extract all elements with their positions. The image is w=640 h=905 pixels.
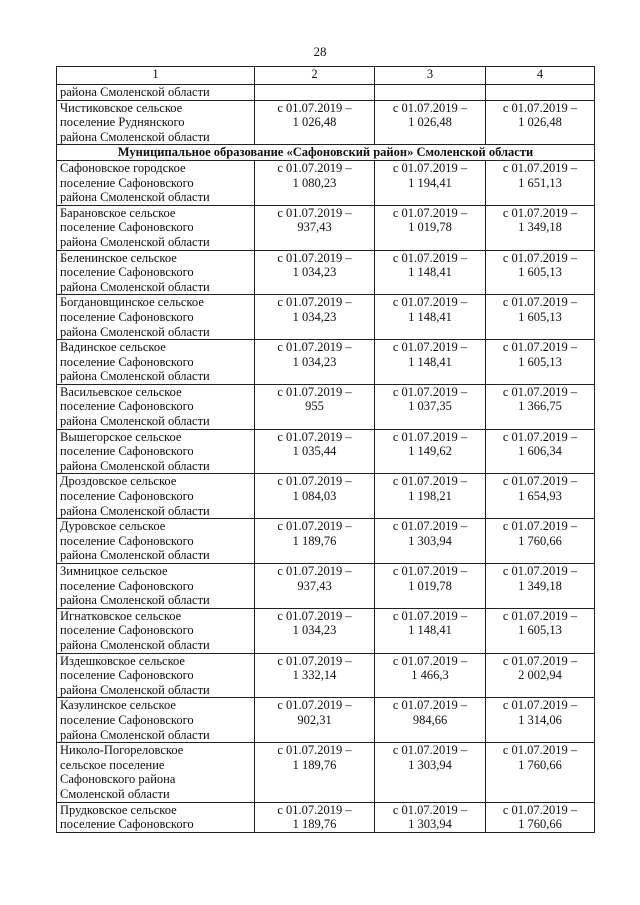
settlement-name-line: поселение Сафоновского [60, 309, 194, 324]
tariff-value-line: 1 189,76 [292, 533, 337, 548]
table-row [57, 653, 595, 698]
settlement-name-line: района Смоленской области [60, 369, 210, 384]
tariff-period-3-cell [486, 250, 595, 295]
tariff-period-1-cell [255, 160, 375, 205]
tariff-value-line: 1 148,41 [408, 354, 452, 369]
tariff-period-1-cell [255, 802, 375, 832]
settlement-name-line: поселение Сафоновского [60, 712, 194, 727]
column-header-2: 2 [255, 67, 375, 85]
settlement-name-line: Смоленской области [60, 786, 170, 801]
tariff-value-line: с 01.07.2019 – [277, 205, 352, 220]
settlement-name-line: Чистиковское сельское [60, 100, 183, 115]
settlement-name-cell [57, 340, 255, 385]
settlement-name-line: Издешковское сельское [60, 653, 185, 668]
tariff-value-line: 1 034,23 [292, 354, 337, 369]
tariff-value-line: с 01.07.2019 – [392, 384, 468, 399]
settlement-name-line: района Смоленской области [60, 548, 210, 563]
tariff-value-line: с 01.07.2019 – [277, 802, 352, 817]
settlement-name-line: района Смоленской области [60, 129, 210, 144]
settlement-name-cell [57, 100, 255, 145]
tariff-period-1-cell [255, 519, 375, 564]
tariff-value-line: с 01.07.2019 – [277, 100, 352, 115]
settlement-name-line: района Смоленской области [60, 593, 210, 608]
settlement-name-line: района Смоленской области [60, 324, 210, 339]
tariff-period-2-cell [375, 160, 486, 205]
settlement-name-line: сельское поселение [60, 757, 165, 772]
tariff-period-1-cell [255, 85, 375, 101]
tariff-period-3-cell [486, 295, 595, 340]
settlement-name-cell [57, 743, 255, 802]
tariff-value-line: 1 080,23 [292, 175, 337, 190]
settlement-name-line: района Смоленской области [60, 503, 210, 518]
table-row [57, 100, 595, 145]
settlement-name-line: поселение Сафоновского [60, 489, 194, 504]
tariff-value-line: с 01.07.2019 – [502, 608, 578, 623]
tariff-value-line: с 01.07.2019 – [392, 295, 468, 310]
tariff-period-3-cell [486, 698, 595, 743]
settlement-name-line: Беленинское сельское [60, 250, 177, 265]
settlement-name-line: поселение Сафоновского [60, 354, 194, 369]
tariff-value-line: с 01.07.2019 – [277, 384, 352, 399]
tariff-period-3-cell [486, 85, 595, 101]
tariff-value-line: 1 760,66 [518, 533, 562, 548]
tariff-value-line: 1 303,94 [408, 533, 452, 548]
tariff-period-3-cell [486, 608, 595, 653]
table-body [57, 85, 595, 833]
tariff-value-line: 1 605,13 [518, 265, 562, 280]
settlement-name-cell [57, 564, 255, 609]
tariff-value-line: 2 002,94 [518, 668, 562, 683]
tariff-value-line: с 01.07.2019 – [277, 519, 352, 534]
settlement-name-line: поселение Сафоновского [60, 668, 194, 683]
tariff-value-line: 1 605,13 [518, 309, 562, 324]
tariff-value-line: 984,66 [412, 712, 448, 727]
tariff-period-2-cell [375, 250, 486, 295]
tariff-value-line: 1 303,94 [408, 757, 452, 772]
tariff-value-line: 1 035,44 [292, 444, 337, 459]
tariff-period-3-cell [486, 802, 595, 832]
settlement-name-cell [57, 384, 255, 429]
column-header-1: 1 [57, 67, 255, 85]
tariff-value-line: 1 026,48 [518, 115, 562, 130]
settlement-name-line: района Смоленской области [60, 414, 210, 429]
tariff-value-line: с 01.07.2019 – [277, 340, 352, 355]
tariff-period-1-cell [255, 608, 375, 653]
tariff-value-line: с 01.07.2019 – [502, 474, 578, 489]
tariff-value-line: с 01.07.2019 – [392, 429, 468, 444]
settlement-name-line: Васильевское сельское [60, 384, 182, 399]
tariff-period-1-cell [255, 100, 375, 145]
tariff-value-line: с 01.07.2019 – [502, 653, 578, 668]
tariff-value-line: 1 366,75 [518, 399, 562, 414]
settlement-name-line: Сафоновское городское [60, 160, 186, 175]
settlement-name-line: поселение Сафоновского [60, 444, 194, 459]
tariff-value-line: с 01.07.2019 – [277, 429, 352, 444]
settlement-name-line: района Смоленской области [60, 682, 210, 697]
section-header-row [57, 145, 595, 161]
tariff-value-line: с 01.07.2019 – [392, 250, 468, 265]
settlement-name-cell [57, 205, 255, 250]
tariff-period-2-cell [375, 340, 486, 385]
tariff-period-3-cell [486, 429, 595, 474]
tariff-value-line: с 01.07.2019 – [392, 160, 468, 175]
tariff-value-line: 1 606,34 [518, 444, 562, 459]
tariff-value-line: с 01.07.2019 – [392, 100, 468, 115]
tariff-value-line: 1 148,41 [408, 265, 452, 280]
settlement-name-line: Игнатковское сельское [60, 608, 182, 623]
settlement-name-line: Вышегорское сельское [60, 429, 182, 444]
tariff-period-2-cell [375, 802, 486, 832]
tariff-value-line: 1 189,76 [292, 817, 337, 832]
tariff-value-line: 1 037,35 [408, 399, 452, 414]
tariff-period-1-cell [255, 743, 375, 802]
tariff-value-line: с 01.07.2019 – [392, 653, 468, 668]
table-row [57, 802, 595, 832]
settlement-name-line: района Смоленской области [60, 458, 210, 473]
tariff-value-line: 1 026,48 [408, 115, 452, 130]
settlement-name-line: района Смоленской области [60, 279, 210, 294]
settlement-name-cell [57, 295, 255, 340]
tariff-value-line: с 01.07.2019 – [392, 205, 468, 220]
tariff-period-2-cell [375, 653, 486, 698]
table-row [57, 384, 595, 429]
tariff-value-line: 1 198,21 [408, 489, 452, 504]
column-header-4: 4 [486, 67, 595, 85]
tariff-value-line: 1 034,23 [292, 309, 337, 324]
table-row [57, 608, 595, 653]
tariff-value-line: с 01.07.2019 – [277, 564, 352, 578]
section-title: Муниципальное образование «Сафоновский район» Смоленской области [57, 145, 595, 161]
tariff-value-line: с 01.07.2019 – [392, 743, 468, 758]
tariff-value-line: с 01.07.2019 – [502, 100, 578, 115]
column-number-row [57, 67, 595, 85]
settlement-name-cell [57, 474, 255, 519]
tariff-value-line: 1 148,41 [408, 623, 452, 638]
page-number: 28 [313, 44, 327, 59]
tariff-value-line: 1 303,94 [408, 817, 452, 832]
tariff-value-line: 1 194,41 [408, 175, 452, 190]
tariff-value-line: 1 189,76 [292, 757, 337, 772]
tariff-value-line: 1 349,18 [518, 220, 562, 235]
settlement-name-line: поселение Сафоновского [60, 623, 194, 638]
tariff-value-line: с 01.07.2019 – [392, 519, 468, 534]
tariff-period-1-cell [255, 653, 375, 698]
tariff-period-2-cell [375, 519, 486, 564]
tariff-value-line: с 01.07.2019 – [392, 564, 468, 578]
tariff-period-1-cell [255, 295, 375, 340]
tariff-value-line: с 01.07.2019 – [502, 160, 578, 175]
settlement-name-line: поселение Сафоновского [60, 220, 194, 235]
settlement-name-line: Николо-Погореловское [60, 743, 184, 758]
settlement-name-line: Прудковское сельское [60, 802, 177, 817]
tariff-value-line: с 01.07.2019 – [502, 250, 578, 265]
tariff-value-line: 1 034,23 [292, 623, 337, 638]
tariff-value-line: 1 026,48 [292, 115, 337, 130]
tariff-value-line: 1 760,66 [518, 817, 562, 832]
tariff-value-line: 1 034,23 [292, 265, 337, 280]
tariff-period-2-cell [375, 474, 486, 519]
table-row [57, 743, 595, 802]
tariff-period-2-cell [375, 295, 486, 340]
tariff-period-3-cell [486, 100, 595, 145]
tariff-value-line: 902,31 [297, 712, 332, 727]
tariff-period-3-cell [486, 519, 595, 564]
tariff-period-1-cell [255, 474, 375, 519]
settlement-name-line: района Смоленской области [60, 234, 210, 249]
table-row [57, 340, 595, 385]
tariff-period-2-cell [375, 743, 486, 802]
tariff-value-line: 1 605,13 [518, 354, 562, 369]
tariff-period-1-cell [255, 205, 375, 250]
tariff-value-line: 937,43 [297, 578, 332, 593]
settlement-name-line: Дуровское сельское [60, 519, 166, 534]
settlement-name-line: Казулинское сельское [60, 698, 176, 713]
settlement-name-cell [57, 250, 255, 295]
tariff-value-line: 1 019,78 [408, 220, 452, 235]
table-row [57, 698, 595, 743]
tariff-value-line: 1 349,18 [518, 578, 562, 593]
settlement-name-line: поселение Сафоновского [60, 399, 194, 414]
tariff-value-line: с 01.07.2019 – [502, 802, 578, 817]
settlement-name-line: Барановское сельское [60, 205, 176, 220]
table-row [57, 519, 595, 564]
tariff-value-line: 1 651,13 [518, 175, 562, 190]
tariff-value-line: с 01.07.2019 – [277, 160, 352, 175]
settlement-name-line: Зимницкое сельское [60, 564, 168, 578]
tariff-value-line: с 01.07.2019 – [392, 340, 468, 355]
settlement-name-line: поселение Сафоновского [60, 817, 194, 832]
tariff-value-line: с 01.07.2019 – [277, 608, 352, 623]
settlement-name-cell [57, 698, 255, 743]
tariff-value-line: 1 605,13 [518, 623, 562, 638]
tariff-period-1-cell [255, 384, 375, 429]
tariff-period-1-cell [255, 340, 375, 385]
table-row [57, 474, 595, 519]
tariff-value-line: с 01.07.2019 – [502, 340, 578, 355]
tariff-period-2-cell [375, 100, 486, 145]
tariff-value-line: с 01.07.2019 – [392, 698, 468, 713]
tariff-value-line: 1 019,78 [408, 578, 452, 593]
tariff-value-line: с 01.07.2019 – [502, 743, 578, 758]
tariff-period-3-cell [486, 474, 595, 519]
table-row [57, 205, 595, 250]
settlement-name-line: поселение Сафоновского [60, 265, 194, 280]
tariff-value-line: 1 149,62 [408, 444, 452, 459]
tariff-period-3-cell [486, 564, 595, 609]
tariff-value-line: с 01.07.2019 – [277, 698, 352, 713]
tariff-value-line: с 01.07.2019 – [502, 564, 578, 578]
settlement-name-line: района Смоленской области [60, 727, 210, 742]
tariff-value-line: 1 760,66 [518, 757, 562, 772]
tariff-value-line: 1 314,06 [518, 712, 562, 727]
tariff-value-line: 937,43 [297, 220, 332, 235]
tariff-period-1-cell [255, 429, 375, 474]
tariff-value-line: с 01.07.2019 – [502, 205, 578, 220]
settlement-name-line: района Смоленской области [60, 85, 210, 99]
table-row [57, 160, 595, 205]
tariff-period-3-cell [486, 384, 595, 429]
tariff-period-1-cell [255, 564, 375, 609]
settlement-name-cell [57, 653, 255, 698]
table-row [57, 564, 595, 609]
settlement-name-line: поселение Сафоновского [60, 175, 194, 190]
column-header-3: 3 [375, 67, 486, 85]
tariff-table [56, 66, 595, 833]
tariff-period-3-cell [486, 743, 595, 802]
tariff-value-line: с 01.07.2019 – [392, 474, 468, 489]
tariff-period-1-cell [255, 698, 375, 743]
tariff-period-2-cell [375, 564, 486, 609]
tariff-period-2-cell [375, 698, 486, 743]
settlement-name-line: Сафоновского района [60, 772, 176, 787]
tariff-value-line: с 01.07.2019 – [392, 608, 468, 623]
tariff-period-3-cell [486, 653, 595, 698]
tariff-value-line: с 01.07.2019 – [502, 384, 578, 399]
settlement-name-cell [57, 608, 255, 653]
tariff-period-1-cell [255, 250, 375, 295]
settlement-name-line: поселение Руднянского [60, 115, 185, 130]
tariff-period-2-cell [375, 85, 486, 101]
tariff-value-line: с 01.07.2019 – [277, 653, 352, 668]
tariff-period-3-cell [486, 205, 595, 250]
settlement-name-line: района Смоленской области [60, 637, 210, 652]
table-row [57, 295, 595, 340]
settlement-name-line: Вадинское сельское [60, 340, 166, 355]
settlement-name-line: Дроздовское сельское [60, 474, 177, 489]
tariff-value-line: с 01.07.2019 – [277, 295, 352, 310]
tariff-value-line: 1 084,03 [292, 489, 337, 504]
settlement-name-cell [57, 429, 255, 474]
tariff-value-line: с 01.07.2019 – [277, 474, 352, 489]
settlement-name-line: поселение Сафоновского [60, 533, 194, 548]
tariff-value-line: с 01.07.2019 – [502, 519, 578, 534]
settlement-name-cell [57, 802, 255, 832]
tariff-period-2-cell [375, 205, 486, 250]
tariff-period-2-cell [375, 429, 486, 474]
tariff-value-line: с 01.07.2019 – [502, 295, 578, 310]
settlement-name-cell [57, 160, 255, 205]
tariff-period-3-cell [486, 160, 595, 205]
tariff-period-2-cell [375, 384, 486, 429]
tariff-value-line: 1 654,93 [518, 489, 562, 504]
table-row [57, 429, 595, 474]
settlement-name-line: поселение Сафоновского [60, 578, 194, 593]
table-row [57, 85, 595, 101]
tariff-value-line: с 01.07.2019 – [502, 429, 578, 444]
tariff-value-line: с 01.07.2019 – [502, 698, 578, 713]
tariff-value-line: с 01.07.2019 – [277, 250, 352, 265]
settlement-name-line: района Смоленской области [60, 190, 210, 205]
tariff-value-line: 1 332,14 [292, 668, 337, 683]
tariff-period-3-cell [486, 340, 595, 385]
tariff-value-line: с 01.07.2019 – [392, 802, 468, 817]
tariff-value-line: 1 466,3 [411, 668, 449, 683]
tariff-value-line: 1 148,41 [408, 309, 452, 324]
table-row [57, 250, 595, 295]
tariff-value-line: с 01.07.2019 – [277, 743, 352, 758]
tariff-period-2-cell [375, 608, 486, 653]
tariff-value-line: 955 [305, 399, 324, 414]
settlement-name-line: Богдановщинское сельское [60, 295, 204, 310]
settlement-name-cell [57, 519, 255, 564]
settlement-name-cell [57, 85, 255, 101]
